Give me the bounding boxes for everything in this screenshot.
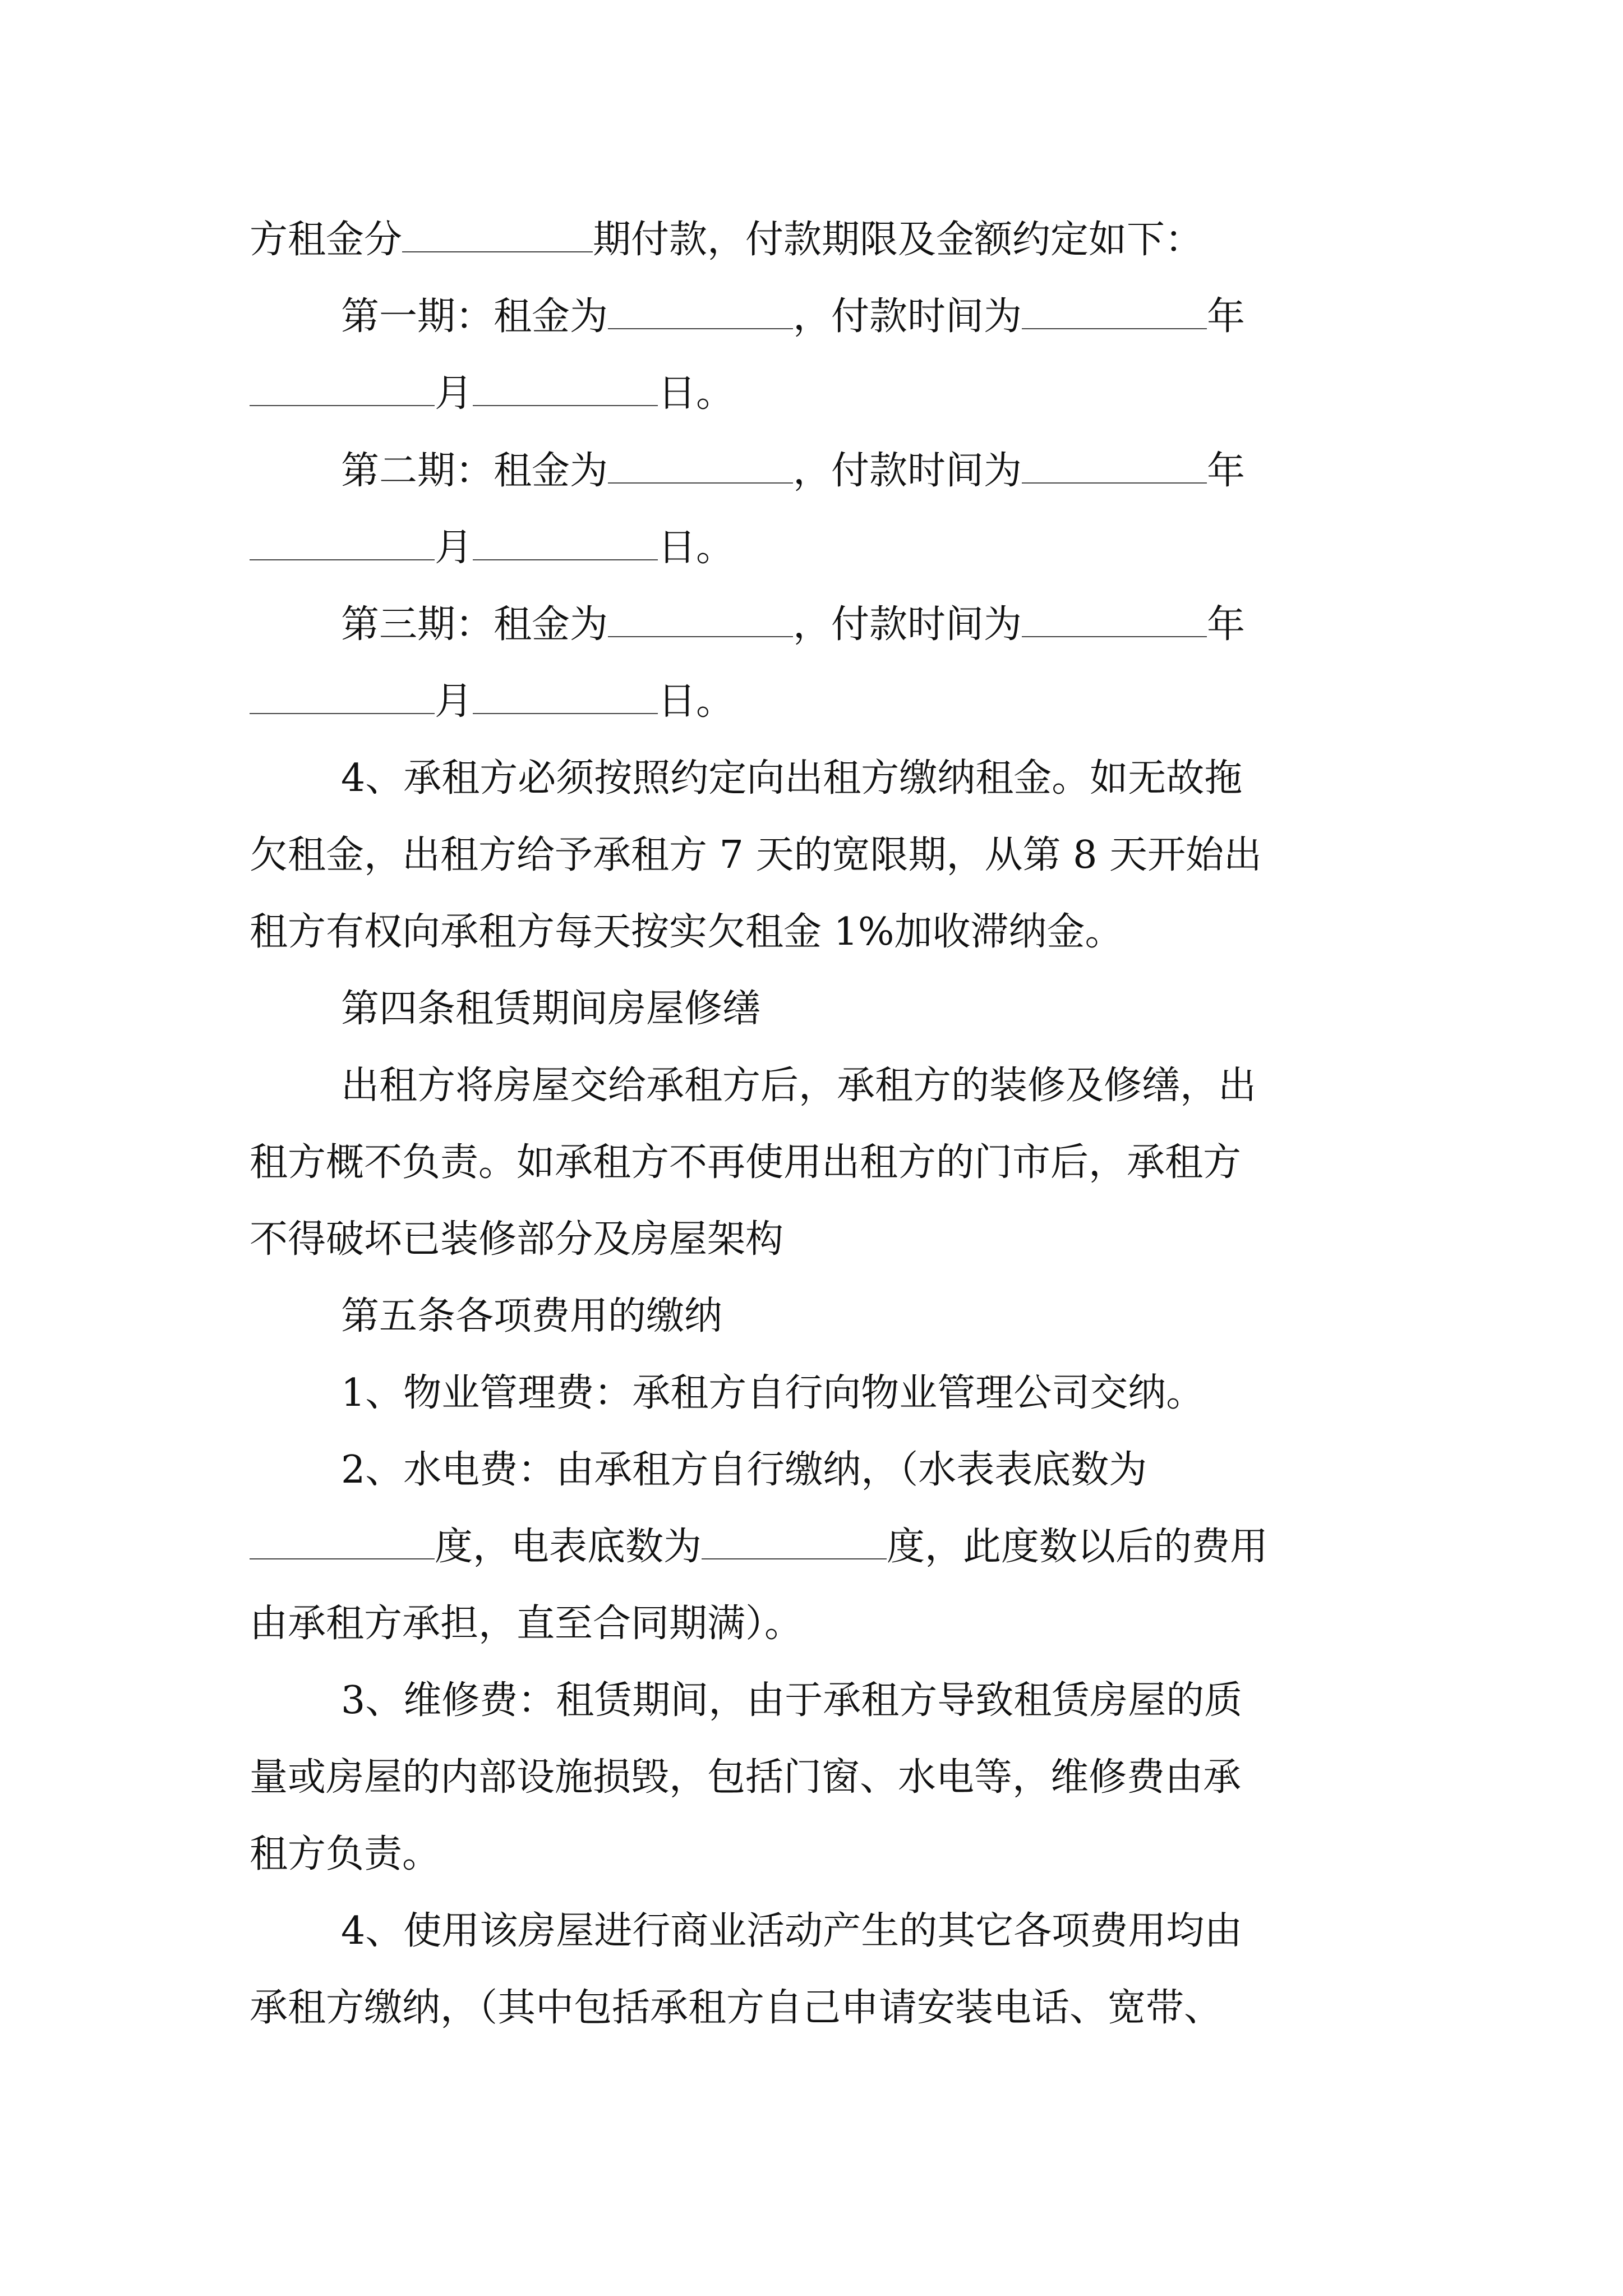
payment-intro-line: [250, 212, 1394, 268]
fee-item-3-line-3: 租方负责。: [250, 1832, 441, 1876]
text-segment: 年: [1207, 295, 1246, 339]
installment-1-date-line: [250, 366, 1394, 422]
blank-field-year-3[interactable]: [1022, 598, 1207, 637]
fee-item-4-line-1: 4、使用该房屋进行商业活动产生的其它各项费用均由: [341, 1909, 1243, 1953]
blank-field-day-1[interactable]: [473, 367, 658, 406]
fee-item-2-line-2: [250, 1519, 1394, 1575]
text-segment: ，付款时间为: [793, 449, 1022, 493]
fee-item-3-line-1: 3、维修费：租赁期间，由于承租方导致租赁房屋的质: [341, 1678, 1243, 1723]
text-segment: 月: [435, 371, 473, 416]
text-segment: 度，电表底数为: [435, 1525, 702, 1569]
text-segment: 第二期：租金为: [341, 449, 608, 493]
text-segment: 日。: [658, 679, 735, 724]
blank-field-month-1[interactable]: [250, 367, 435, 406]
blank-field-year-2[interactable]: [1022, 444, 1207, 484]
text-segment: 年: [1207, 449, 1246, 493]
clause-4-line-1: 4、承租方必须按照约定向出租方缴纳租金。如无故拖: [341, 756, 1243, 800]
blank-field-day-3[interactable]: [473, 675, 658, 714]
fee-item-2-line-1: 2、水电费：由承租方自行缴纳，（水表表底数为: [341, 1448, 1147, 1492]
fee-item-3-line-2: 量或房屋的内部设施损毁，包括门窗、水电等，维修费由承: [250, 1755, 1242, 1800]
blank-field-water-reading[interactable]: [250, 1520, 435, 1559]
clause-4-line-2: 欠租金，出租方给予承租方 7 天的宽限期，从第 8 天开始出: [250, 833, 1262, 877]
blank-field-month-2[interactable]: [250, 521, 435, 560]
repair-line-2: 租方概不负责。如承租方不再使用出租方的门市后，承租方: [250, 1140, 1242, 1185]
text-segment: 月: [435, 679, 473, 724]
blank-field-amount-1[interactable]: [608, 290, 793, 329]
installment-2-date-line: [250, 520, 1394, 576]
repair-line-1: 出租方将房屋交给承租方后，承租方的装修及修缮，出: [341, 1064, 1257, 1108]
blank-field-day-2[interactable]: [473, 521, 658, 560]
repair-line-3: 不得破坏已装修部分及房屋架构: [250, 1217, 784, 1262]
text-segment: 第三期：租金为: [341, 602, 608, 647]
text-segment: 日。: [658, 371, 735, 416]
blank-field-electric-reading[interactable]: [702, 1520, 887, 1559]
text-segment: 月: [435, 526, 473, 570]
text-segment: 第一期：租金为: [341, 295, 608, 339]
fee-item-4-line-2: 承租方缴纳，（其中包括承租方自己申请安装电话、宽带、: [250, 1986, 1223, 2030]
text-segment: 日。: [658, 526, 735, 570]
text-segment: 方租金分: [250, 218, 403, 262]
installment-3-line: [341, 597, 1395, 653]
blank-field-year-1[interactable]: [1022, 290, 1207, 329]
text-segment: ，付款时间为: [793, 602, 1022, 647]
section-heading-4: 第四条租赁期间房屋修缮: [341, 987, 761, 1031]
installment-1-line: [341, 289, 1395, 345]
blank-field-amount-3[interactable]: [608, 598, 793, 637]
text-segment: 年: [1207, 602, 1246, 647]
text-segment: 期付款，付款期限及金额约定如下：: [593, 218, 1204, 262]
installment-2-line: [341, 443, 1395, 499]
blank-field-installments[interactable]: [402, 213, 593, 252]
blank-field-amount-2[interactable]: [608, 444, 793, 484]
fee-item-1: 1、物业管理费：承租方自行向物业管理公司交纳。: [341, 1371, 1205, 1415]
text-segment: 度，此度数以后的费用: [887, 1525, 1269, 1569]
text-segment: ，付款时间为: [793, 295, 1022, 339]
clause-4-line-3: 租方有权向承租方每天按实欠租金 1%加收滞纳金。: [250, 910, 1123, 954]
fee-item-2-line-3: 由承租方承担，直至合同期满）。: [250, 1602, 803, 1646]
section-heading-5: 第五条各项费用的缴纳: [341, 1294, 723, 1338]
installment-3-date-line: [250, 674, 1394, 730]
blank-field-month-3[interactable]: [250, 675, 435, 714]
